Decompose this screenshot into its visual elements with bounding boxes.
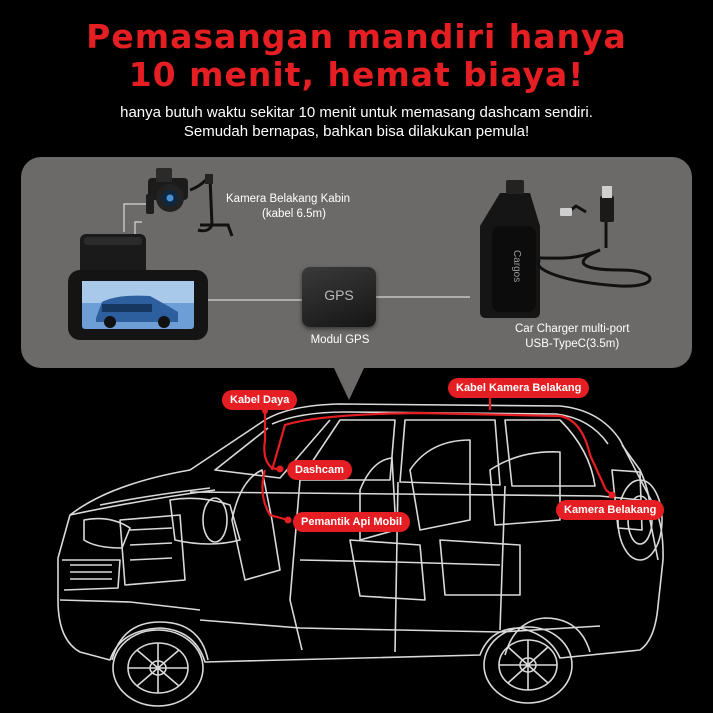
tag-dashcam: Dashcam	[287, 460, 352, 480]
charger-brand-text: Cargos	[511, 250, 522, 283]
subtitle-line-1: hanya butuh waktu sekitar 10 menit untuk memasang dashcam sendiri.	[120, 104, 593, 121]
gps-module-label: Modul GPS	[310, 334, 370, 346]
front-wheel	[113, 630, 203, 706]
headline-line-2: 10 menit, hemat biaya!	[128, 55, 585, 94]
charger-label-line-1: Car Charger multi-port	[515, 323, 630, 335]
headline-line-1: Pemasangan mandiri hanya	[86, 17, 627, 56]
rear-camera-label-line-1: Kamera Belakang Kabin	[226, 193, 351, 205]
rear-wheel	[484, 627, 572, 703]
charger-label-line-2: USB-TypeC(3.5m)	[525, 338, 620, 350]
tag-power-cable: Kabel Daya	[222, 390, 297, 410]
tag-ignition: Pemantik Api Mobil	[293, 512, 410, 532]
gps-box-text: GPS	[324, 287, 354, 303]
subtitle-line-2: Semudah bernapas, bahkan bisa dilakukan pemula!	[183, 123, 530, 140]
rear-camera-label-line-2: (kabel 6.5m)	[262, 208, 326, 220]
tag-rear-camera: Kamera Belakang	[556, 500, 664, 520]
tag-rear-camera-cable: Kabel Kamera Belakang	[448, 378, 589, 398]
